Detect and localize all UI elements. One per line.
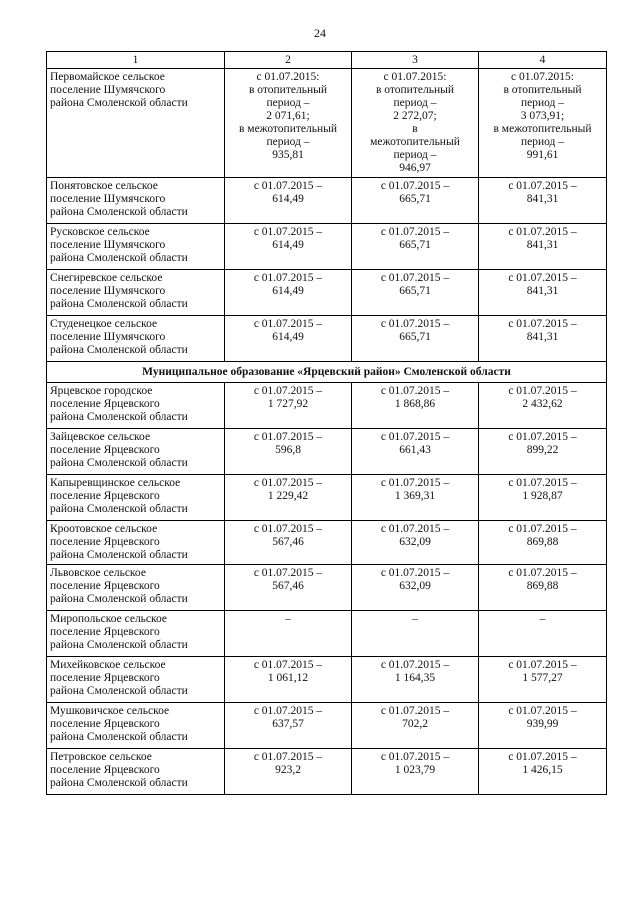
table-row — [47, 429, 607, 475]
settlement-name-cell — [47, 383, 225, 429]
tariff-line: с 01.07.2015 – — [380, 180, 450, 192]
tariff-col4-cell — [479, 565, 607, 611]
tariff-line: с 01.07.2015 – — [380, 226, 450, 238]
tariff-col2-cell — [225, 475, 352, 521]
tariff-line: с 01.07.2015 – — [508, 226, 577, 238]
tariff-line: с 01.07.2015 – — [508, 705, 577, 717]
tariff-col2-cell — [225, 224, 352, 270]
settlement-name-cell — [47, 224, 225, 270]
settlement-name-line: поселение Ярцевского — [50, 672, 160, 684]
tariff-line: с 01.07.2015 – — [508, 523, 577, 535]
settlement-name-line: Студенецкое сельское — [50, 318, 158, 330]
tariff-col3-cell — [352, 657, 479, 703]
tariff-line: 1 164,35 — [394, 672, 436, 684]
tariff-line: с 01.07.2015 – — [380, 385, 450, 397]
tariff-line: 702,2 — [402, 718, 428, 730]
settlement-name-line: района Смоленской области — [50, 503, 188, 515]
section-title: Муниципальное образование «Ярцевский район» Смоленской области — [47, 362, 607, 383]
tariff-col2-cell — [225, 657, 352, 703]
settlement-name-cell — [47, 429, 225, 475]
tariff-line: с 01.07.2015: — [383, 71, 447, 83]
settlement-name-line: поселение Шумячского — [50, 84, 166, 96]
tariff-line: в отопительный — [249, 84, 327, 96]
tariff-col4-cell — [479, 429, 607, 475]
settlement-name-cell — [47, 69, 225, 178]
tariff-line: 1 928,87 — [522, 490, 563, 502]
settlement-name-cell — [47, 270, 225, 316]
table-row — [47, 383, 607, 429]
tariff-line: 637,57 — [272, 718, 304, 730]
tariff-col4-cell — [479, 611, 607, 657]
column-number-row — [47, 52, 607, 69]
tariff-col2-cell — [225, 316, 352, 362]
settlement-name-cell — [47, 475, 225, 521]
table-row — [47, 475, 607, 521]
settlement-name-line: района Смоленской области — [50, 549, 188, 561]
tariff-col3-cell — [352, 178, 479, 224]
tariff-line: с 01.07.2015 – — [380, 659, 450, 671]
settlement-name-line: поселение Ярцевского — [50, 490, 160, 502]
tariff-col3-cell — [352, 270, 479, 316]
tariff-line: 2 272,07; — [393, 110, 437, 122]
tariff-line: с 01.07.2015 – — [508, 385, 577, 397]
tariff-line: 1 727,92 — [267, 398, 309, 410]
tariff-line: 614,49 — [272, 331, 304, 343]
tariff-line: – — [412, 613, 418, 625]
table-row — [47, 178, 607, 224]
tariff-line: 1 061,12 — [267, 672, 309, 684]
tariff-line: 665,71 — [399, 239, 431, 251]
tariff-col3-cell — [352, 69, 479, 178]
tariff-line: 3 073,91; — [520, 110, 565, 122]
tariff-line: 869,88 — [526, 580, 559, 592]
tariff-line: 567,46 — [272, 536, 304, 548]
tariff-line: 2 432,62 — [522, 398, 563, 410]
tariff-col3-cell — [352, 749, 479, 795]
tariff-line: 935,81 — [272, 149, 304, 161]
table-row — [47, 703, 607, 749]
settlement-name-line: поселение Шумячского — [50, 331, 166, 343]
tariff-table — [46, 51, 607, 795]
tariff-line: – — [539, 613, 546, 625]
tariff-line: период – — [520, 136, 565, 148]
tariff-line: межотопительный — [370, 136, 460, 148]
settlement-name-line: района Смоленской области — [50, 593, 188, 605]
settlement-name-line: Петровское сельское — [50, 751, 152, 763]
tariff-line: 899,22 — [526, 444, 559, 456]
tariff-line: с 01.07.2015 – — [380, 567, 450, 579]
tariff-line: с 01.07.2015 – — [380, 272, 450, 284]
table-row — [47, 749, 607, 795]
tariff-line: с 01.07.2015 – — [253, 180, 323, 192]
tariff-col2-cell — [225, 383, 352, 429]
settlement-name-line: поселение Ярцевского — [50, 444, 160, 456]
tariff-line: с 01.07.2015 – — [508, 567, 577, 579]
table-row — [47, 69, 607, 178]
tariff-col2-cell — [225, 69, 352, 178]
tariff-col2-cell — [225, 178, 352, 224]
tariff-col4-cell — [479, 657, 607, 703]
column-number-3: 3 — [352, 52, 479, 69]
tariff-line: в межотопительный — [493, 123, 592, 135]
tariff-line: с 01.07.2015 – — [253, 272, 323, 284]
tariff-line: в межотопительный — [238, 123, 338, 135]
settlement-name-line: поселение Ярцевского — [50, 536, 160, 548]
tariff-line: с 01.07.2015 – — [508, 180, 577, 192]
table-row — [47, 521, 607, 565]
table-row — [47, 611, 607, 657]
settlement-name-line: Зайцевское сельское — [50, 431, 151, 443]
settlement-name-line: Понятовское сельское — [50, 180, 158, 192]
settlement-name-cell — [47, 611, 225, 657]
column-number-2: 2 — [225, 52, 352, 69]
settlement-name-line: Мушковичское сельское — [50, 705, 170, 717]
page-number: 24 — [314, 26, 326, 40]
tariff-col4-cell — [479, 224, 607, 270]
tariff-line: 1 229,42 — [267, 490, 309, 502]
tariff-col4-cell — [479, 316, 607, 362]
tariff-line: с 01.07.2015 – — [380, 318, 450, 330]
tariff-line: 632,09 — [399, 536, 431, 548]
tariff-line: с 01.07.2015 – — [380, 477, 450, 489]
tariff-line: 923,2 — [275, 764, 301, 776]
settlement-name-cell — [47, 565, 225, 611]
tariff-col2-cell — [225, 703, 352, 749]
tariff-line: с 01.07.2015 – — [508, 751, 577, 763]
settlement-name-line: Михейковское сельское — [50, 659, 166, 671]
tariff-col2-cell — [225, 611, 352, 657]
tariff-line: с 01.07.2015: — [511, 71, 574, 83]
table-row — [47, 224, 607, 270]
settlement-name-line: поселение Шумячского — [50, 285, 166, 297]
tariff-col4-cell — [479, 521, 607, 565]
tariff-line: 614,49 — [272, 239, 304, 251]
tariff-line: с 01.07.2015 – — [380, 431, 450, 443]
tariff-col3-cell — [352, 316, 479, 362]
tariff-line: с 01.07.2015 – — [508, 659, 577, 671]
settlement-name-line: поселение Ярцевского — [50, 398, 160, 410]
column-number-4: 4 — [479, 52, 607, 69]
settlement-name-line: Первомайское сельское — [50, 71, 165, 83]
settlement-name-line: района Смоленской области — [50, 639, 188, 651]
settlement-name-line: поселение Шумячского — [50, 239, 166, 251]
tariff-line: с 01.07.2015 – — [253, 567, 323, 579]
tariff-line: 661,43 — [399, 444, 431, 456]
tariff-col4-cell — [479, 383, 607, 429]
tariff-col3-cell — [352, 703, 479, 749]
tariff-col4-cell — [479, 270, 607, 316]
tariff-col3-cell — [352, 383, 479, 429]
settlement-name-line: поселение Шумячского — [50, 193, 166, 205]
tariff-line: 1 868,86 — [394, 398, 436, 410]
tariff-line: в — [412, 123, 418, 135]
tariff-line: в отопительный — [376, 84, 454, 96]
tariff-col4-cell — [479, 475, 607, 521]
tariff-line: с 01.07.2015 – — [253, 318, 323, 330]
tariff-col3-cell — [352, 475, 479, 521]
settlement-name-line: района Смоленской области — [50, 252, 188, 264]
tariff-line: с 01.07.2015 – — [253, 751, 323, 763]
settlement-name-line: Русковское сельское — [50, 226, 150, 238]
tariff-line: 665,71 — [399, 285, 431, 297]
tariff-col4-cell — [479, 703, 607, 749]
tariff-line: с 01.07.2015 – — [508, 431, 577, 443]
settlement-name-cell — [47, 316, 225, 362]
settlement-name-line: поселение Ярцевского — [50, 580, 160, 592]
settlement-name-cell — [47, 178, 225, 224]
tariff-line: с 01.07.2015 – — [253, 477, 323, 489]
tariff-line: период – — [520, 97, 565, 109]
settlement-name-line: района Смоленской области — [50, 685, 188, 697]
section-header-row — [47, 362, 607, 383]
tariff-line: 596,8 — [275, 444, 301, 456]
settlement-name-line: Ярцевское городское — [50, 385, 153, 397]
tariff-line: с 01.07.2015 – — [253, 705, 323, 717]
settlement-name-line: района Смоленской области — [50, 777, 188, 789]
tariff-col3-cell — [352, 521, 479, 565]
tariff-line: – — [285, 613, 291, 625]
tariff-line: 841,31 — [526, 331, 559, 343]
tariff-col2-cell — [225, 749, 352, 795]
settlement-name-line: района Смоленской области — [50, 344, 188, 356]
tariff-line: с 01.07.2015 – — [253, 431, 323, 443]
tariff-line: с 01.07.2015 – — [508, 477, 577, 489]
settlement-name-line: Миропольское сельское — [50, 613, 168, 625]
table-row — [47, 565, 607, 611]
settlement-name-cell — [47, 703, 225, 749]
tariff-line: с 01.07.2015 – — [380, 705, 450, 717]
tariff-line: период – — [393, 97, 437, 109]
tariff-col2-cell — [225, 565, 352, 611]
settlement-name-line: поселение Ярцевского — [50, 718, 160, 730]
tariff-line: 665,71 — [399, 331, 431, 343]
tariff-line: с 01.07.2015 – — [253, 385, 323, 397]
settlement-name-cell — [47, 657, 225, 703]
tariff-line: 946,97 — [399, 162, 431, 174]
tariff-line: с 01.07.2015 – — [508, 272, 577, 284]
tariff-line: 665,71 — [399, 193, 431, 205]
tariff-line: с 01.07.2015: — [256, 71, 320, 83]
tariff-line: с 01.07.2015 – — [253, 523, 323, 535]
tariff-line: с 01.07.2015 – — [380, 751, 450, 763]
table-row — [47, 270, 607, 316]
column-number-1: 1 — [47, 52, 225, 69]
settlement-name-cell — [47, 749, 225, 795]
tariff-line: период – — [266, 97, 310, 109]
tariff-line: 1 577,27 — [522, 672, 563, 684]
tariff-line: 614,49 — [272, 193, 304, 205]
tariff-line: 841,31 — [526, 193, 559, 205]
settlement-name-line: района Смоленской области — [50, 97, 188, 109]
settlement-name-line: Капыревщинское сельское — [50, 477, 181, 489]
settlement-name-line: Львовское сельское — [50, 567, 146, 579]
tariff-line: 567,46 — [272, 580, 304, 592]
settlement-name-line: района Смоленской области — [50, 206, 188, 218]
tariff-col3-cell — [352, 429, 479, 475]
tariff-line: с 01.07.2015 – — [253, 226, 323, 238]
tariff-line: 841,31 — [526, 285, 559, 297]
tariff-col3-cell — [352, 611, 479, 657]
tariff-line: 614,49 — [272, 285, 304, 297]
tariff-col2-cell — [225, 429, 352, 475]
settlement-name-line: района Смоленской области — [50, 298, 188, 310]
tariff-line: в отопительный — [503, 84, 582, 96]
tariff-col2-cell — [225, 270, 352, 316]
settlement-name-line: поселение Ярцевского — [50, 626, 160, 638]
tariff-col3-cell — [352, 565, 479, 611]
tariff-line: 2 071,61; — [266, 110, 310, 122]
settlement-name-cell — [47, 521, 225, 565]
tariff-line: 632,09 — [399, 580, 431, 592]
tariff-col3-cell — [352, 224, 479, 270]
tariff-col2-cell — [225, 521, 352, 565]
tariff-line: 841,31 — [526, 239, 559, 251]
tariff-line: 939,99 — [526, 718, 559, 730]
tariff-line: с 01.07.2015 – — [508, 318, 577, 330]
settlement-name-line: района Смоленской области — [50, 457, 188, 469]
tariff-line: 991,61 — [526, 149, 559, 161]
tariff-col4-cell — [479, 749, 607, 795]
tariff-line: 1 426,15 — [522, 764, 563, 776]
tariff-line: 869,88 — [526, 536, 559, 548]
settlement-name-line: Кроотовское сельское — [50, 523, 158, 535]
table-row — [47, 657, 607, 703]
settlement-name-line: Снегиревское сельское — [50, 272, 163, 284]
tariff-line: 1 023,79 — [394, 764, 436, 776]
tariff-col4-cell — [479, 178, 607, 224]
settlement-name-line: поселение Ярцевского — [50, 764, 160, 776]
tariff-col4-cell — [479, 69, 607, 178]
tariff-line: 1 369,31 — [394, 490, 436, 502]
tariff-line: период – — [266, 136, 310, 148]
tariff-line: с 01.07.2015 – — [253, 659, 323, 671]
tariff-line: с 01.07.2015 – — [380, 523, 450, 535]
table-row — [47, 316, 607, 362]
settlement-name-line: района Смоленской области — [50, 731, 188, 743]
tariff-line: период – — [393, 149, 437, 161]
settlement-name-line: района Смоленской области — [50, 411, 188, 423]
